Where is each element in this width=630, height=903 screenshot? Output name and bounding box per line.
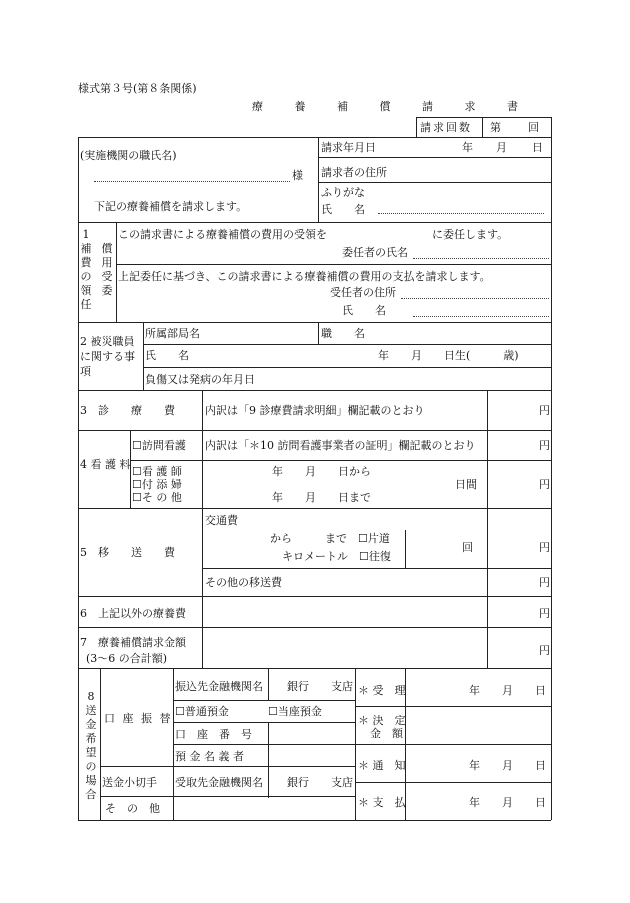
bank-ginko: 銀行 xyxy=(287,680,309,693)
check-label: 送金小切手 xyxy=(102,776,157,789)
birth-label: 年 月 日生( 歳) xyxy=(378,349,519,362)
month-label: 月 xyxy=(496,141,507,154)
sec5-yen2: 円 xyxy=(539,576,550,589)
sec1-line1: この請求書による療養補償の費用の受領を xyxy=(118,228,327,241)
agent-address-label: 受任者の住所 xyxy=(330,286,396,299)
official-label: (実施機関の職氏名) xyxy=(80,149,177,162)
km-label: キロメートル ☐往復 xyxy=(282,550,391,563)
receipt-date: 年 月 日 xyxy=(469,684,546,697)
transfer-label: 口 座 振 替 xyxy=(104,712,173,725)
period-from: 年 月 日から xyxy=(272,465,371,478)
sec4-label: 4 看 護 料 xyxy=(80,458,131,471)
receipt-label: ＊ 受 理 xyxy=(358,684,406,697)
form-title: 療 養 補 償 請 求 書 xyxy=(252,100,532,113)
sec1-line2: 上記委任に基づき、この請求書による療養補償の費用の支払を請求します。 xyxy=(118,270,491,283)
transport-label: 交通費 xyxy=(205,514,238,527)
sec5-label: 5 移 送 費 xyxy=(80,546,175,559)
sec7-label: 7 療養補償請求金額 xyxy=(80,636,186,649)
injury-date-label: 負傷又は発病の年月日 xyxy=(145,373,255,386)
post-label: 職 名 xyxy=(321,327,365,340)
amount-label: 金 額 xyxy=(370,727,403,740)
day-label: 日 xyxy=(532,141,543,154)
attendant-checkbox[interactable]: ☐付 添 婦 xyxy=(132,478,182,491)
days-label: 日間 xyxy=(455,478,477,491)
payment-label: ＊ 支 払 xyxy=(358,796,406,809)
bank-label: 振込先金融機関名 xyxy=(175,680,263,693)
nurse-checkbox[interactable]: ☐看 護 師 xyxy=(132,465,182,478)
delegator-name-label: 委任者の氏名 xyxy=(342,246,408,259)
payment-date: 年 月 日 xyxy=(469,796,546,809)
form-number: 様式第３号(第８条関係) xyxy=(78,82,197,95)
visit-nursing-checkbox[interactable]: ☐訪問看護 xyxy=(132,439,186,452)
ordinary-deposit-checkbox[interactable]: ☐普通預金 xyxy=(175,705,229,718)
check-shiten: 支店 xyxy=(331,776,353,789)
count-kai: 回 xyxy=(528,121,539,134)
year-label: 年 xyxy=(462,141,473,154)
notice-date: 年 月 日 xyxy=(469,759,546,772)
other-checkbox[interactable]: ☐そ の 他 xyxy=(132,491,182,504)
sec1-label-b: 償 用 受 委 xyxy=(101,242,113,297)
sec6-label: 6 上記以外の療養費 xyxy=(80,607,186,620)
sec4-visit-detail: 内訳は「＊10 訪問看護事業者の証明」欄記載のとおり xyxy=(205,439,476,452)
sec3-yen: 円 xyxy=(539,404,550,417)
check-ginko: 銀行 xyxy=(287,776,309,789)
sec4-yen2: 円 xyxy=(539,478,550,491)
from-to-label: から まで ☐片道 xyxy=(270,532,390,545)
other-transport-label: その他の移送費 xyxy=(205,576,282,589)
sec6-yen: 円 xyxy=(539,607,550,620)
request-date-label: 請求年月日 xyxy=(321,141,376,154)
sec7-yen: 円 xyxy=(539,644,550,657)
requester-address-label: 請求者の住所 xyxy=(321,166,387,179)
current-deposit-checkbox[interactable]: ☐当座預金 xyxy=(268,705,322,718)
furigana-label: ふりがな xyxy=(321,186,365,199)
sec3-label: 3 診 療 費 xyxy=(80,404,175,417)
decided-label: ＊ 決 定 xyxy=(358,714,406,727)
sec1-line1b: に委任します。 xyxy=(432,228,509,241)
count-dai: 第 xyxy=(490,121,501,134)
times-label: 回 xyxy=(462,541,473,554)
account-holder-label: 預 金 名 義 者 xyxy=(175,750,244,763)
sec5-yen1: 円 xyxy=(539,541,550,554)
other-method-label: そ の 他 xyxy=(105,802,160,815)
sec1-label-a: 1 補 費 の 領 任 xyxy=(80,228,92,311)
sec2-label: 2 被災職員に関する事項 xyxy=(80,335,135,378)
notice-label: ＊ 通 知 xyxy=(358,759,406,772)
sec4-yen1: 円 xyxy=(539,439,550,452)
sec8-label: 8 送 金 希 望 の 場 合 xyxy=(85,690,97,801)
check-bank-label: 受取先金融機関名 xyxy=(175,776,263,789)
dept-label: 所属部局名 xyxy=(145,327,200,340)
employee-name-label: 氏 名 xyxy=(145,349,189,362)
agent-name-label: 氏 名 xyxy=(342,304,386,317)
sec7-sub: (3～6 の合計額) xyxy=(86,652,168,665)
period-to: 年 月 日まで xyxy=(272,491,371,504)
sama-label: 様 xyxy=(292,169,303,182)
bank-shiten: 支店 xyxy=(331,680,353,693)
account-number-label: 口 座 番 号 xyxy=(175,728,252,741)
sec3-detail: 内訳は「9 診療費請求明細」欄記載のとおり xyxy=(205,404,425,417)
count-label: 請求回数 xyxy=(420,121,472,134)
request-text: 下記の療養補償を請求します。 xyxy=(94,200,248,213)
requester-name-label: 氏 名 xyxy=(321,203,365,216)
